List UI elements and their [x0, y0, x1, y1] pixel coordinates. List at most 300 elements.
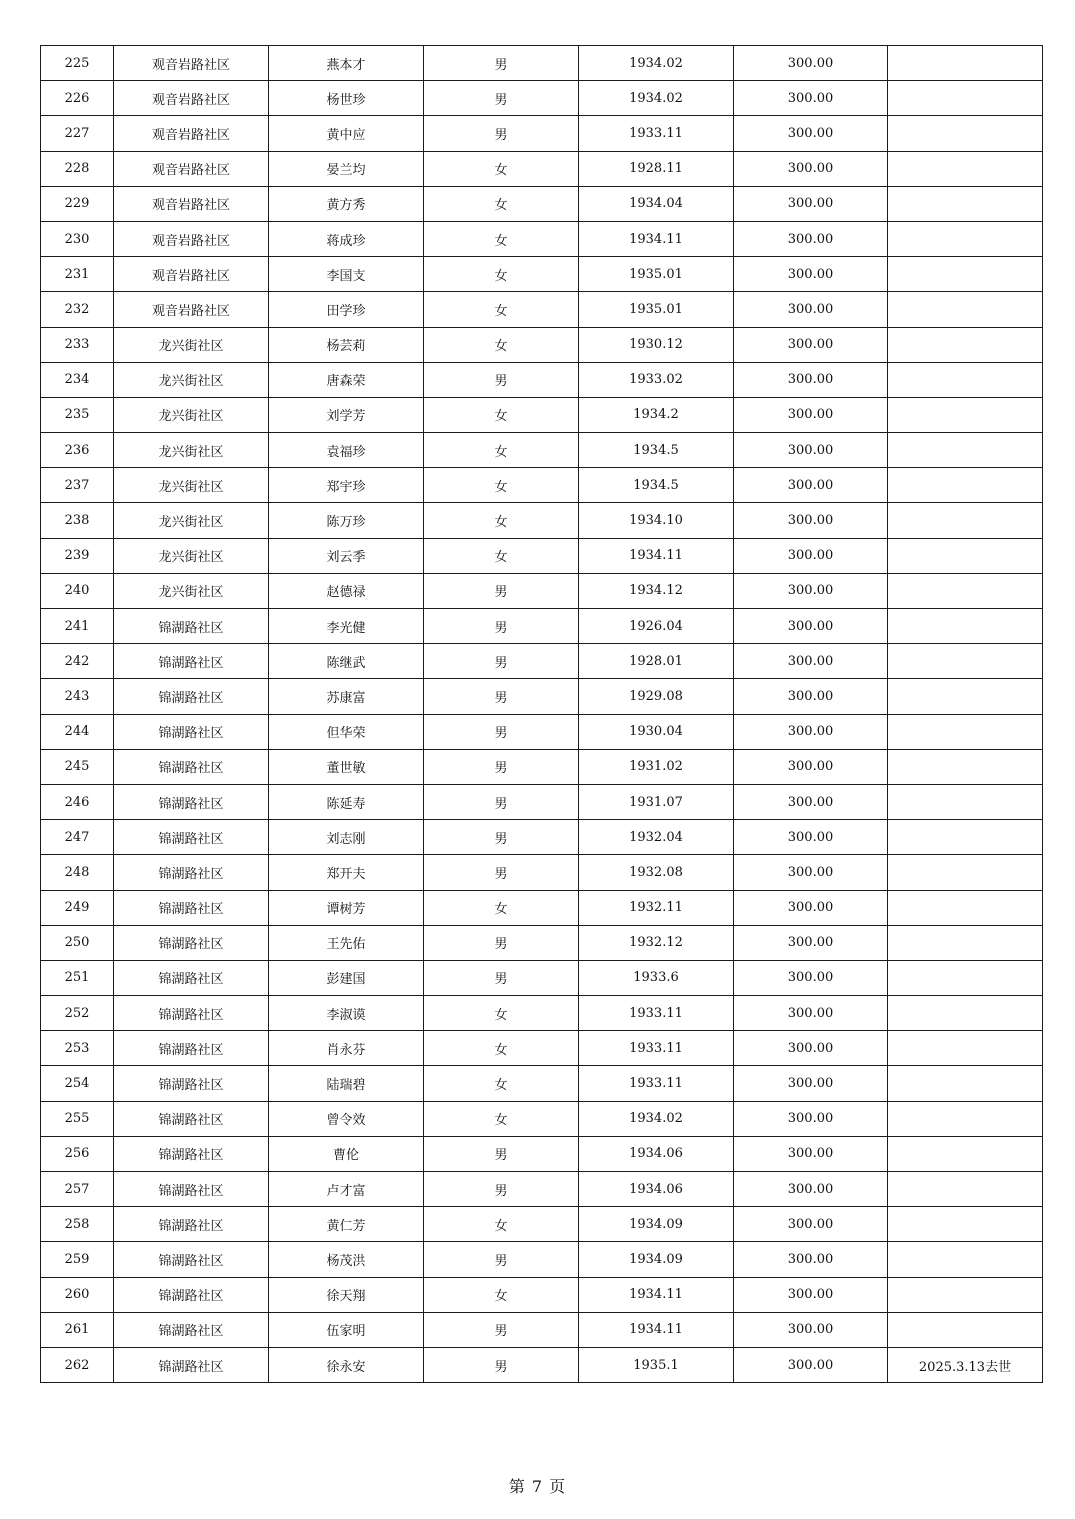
amount-cell: 300.00 [734, 714, 888, 749]
community-cell: 锦湖路社区 [114, 890, 269, 925]
amount-cell: 300.00 [734, 1136, 888, 1171]
row-number-cell: 238 [41, 503, 114, 538]
remark-cell [888, 890, 1043, 925]
birth-date-cell: 1933.11 [579, 1066, 734, 1101]
community-cell: 锦湖路社区 [114, 784, 269, 819]
table-row [41, 960, 1043, 995]
remark-cell [888, 714, 1043, 749]
table-row [41, 116, 1043, 151]
community-cell: 观音岩路社区 [114, 257, 269, 292]
amount-cell: 300.00 [734, 573, 888, 608]
gender-cell: 女 [424, 1031, 579, 1066]
amount-cell: 300.00 [734, 1207, 888, 1242]
name-cell: 王先佑 [269, 925, 424, 960]
remark-cell [888, 1066, 1043, 1101]
name-cell: 郑宇珍 [269, 468, 424, 503]
gender-cell: 男 [424, 81, 579, 116]
birth-date-cell: 1930.12 [579, 327, 734, 362]
community-cell: 锦湖路社区 [114, 925, 269, 960]
table-row [41, 186, 1043, 221]
birth-date-cell: 1934.02 [579, 46, 734, 81]
community-cell: 观音岩路社区 [114, 116, 269, 151]
row-number-cell: 244 [41, 714, 114, 749]
community-cell: 锦湖路社区 [114, 855, 269, 890]
name-cell: 谭树芳 [269, 890, 424, 925]
row-number-cell: 248 [41, 855, 114, 890]
gender-cell: 男 [424, 609, 579, 644]
table-row [41, 151, 1043, 186]
table-row [41, 1312, 1043, 1347]
name-cell: 蒋成珍 [269, 221, 424, 256]
gender-cell: 男 [424, 749, 579, 784]
amount-cell: 300.00 [734, 820, 888, 855]
row-number-cell: 232 [41, 292, 114, 327]
row-number-cell: 225 [41, 46, 114, 81]
gender-cell: 男 [424, 573, 579, 608]
community-cell: 观音岩路社区 [114, 292, 269, 327]
community-cell: 观音岩路社区 [114, 81, 269, 116]
name-cell: 曹伦 [269, 1136, 424, 1171]
gender-cell: 女 [424, 292, 579, 327]
amount-cell: 300.00 [734, 186, 888, 221]
birth-date-cell: 1935.01 [579, 292, 734, 327]
birth-date-cell: 1934.02 [579, 1101, 734, 1136]
table-row [41, 257, 1043, 292]
remark-cell [888, 362, 1043, 397]
remark-cell [888, 1277, 1043, 1312]
row-number-cell: 258 [41, 1207, 114, 1242]
birth-date-cell: 1932.11 [579, 890, 734, 925]
amount-cell: 300.00 [734, 1031, 888, 1066]
table-row [41, 1172, 1043, 1207]
remark-cell [888, 1207, 1043, 1242]
community-cell: 锦湖路社区 [114, 1312, 269, 1347]
amount-cell: 300.00 [734, 503, 888, 538]
birth-date-cell: 1935.1 [579, 1347, 734, 1382]
community-cell: 锦湖路社区 [114, 996, 269, 1031]
amount-cell: 300.00 [734, 151, 888, 186]
birth-date-cell: 1934.09 [579, 1207, 734, 1242]
table-row [41, 1031, 1043, 1066]
table-row [41, 996, 1043, 1031]
amount-cell: 300.00 [734, 221, 888, 256]
table-row [41, 468, 1043, 503]
birth-date-cell: 1933.11 [579, 996, 734, 1031]
amount-cell: 300.00 [734, 925, 888, 960]
table-row [41, 609, 1043, 644]
gender-cell: 男 [424, 362, 579, 397]
community-cell: 锦湖路社区 [114, 820, 269, 855]
remark-cell [888, 644, 1043, 679]
gender-cell: 男 [424, 855, 579, 890]
row-number-cell: 239 [41, 538, 114, 573]
remark-cell [888, 996, 1043, 1031]
amount-cell: 300.00 [734, 644, 888, 679]
name-cell: 董世敏 [269, 749, 424, 784]
birth-date-cell: 1929.08 [579, 679, 734, 714]
amount-cell: 300.00 [734, 890, 888, 925]
birth-date-cell: 1934.02 [579, 81, 734, 116]
row-number-cell: 234 [41, 362, 114, 397]
gender-cell: 女 [424, 1101, 579, 1136]
gender-cell: 男 [424, 925, 579, 960]
name-cell: 袁福珍 [269, 433, 424, 468]
table-row [41, 1101, 1043, 1136]
gender-cell: 女 [424, 327, 579, 362]
amount-cell: 300.00 [734, 81, 888, 116]
gender-cell: 女 [424, 221, 579, 256]
row-number-cell: 256 [41, 1136, 114, 1171]
birth-date-cell: 1934.10 [579, 503, 734, 538]
page-number: 第 7 页 [508, 1477, 567, 1496]
name-cell: 晏兰均 [269, 151, 424, 186]
gender-cell: 男 [424, 1312, 579, 1347]
table-row [41, 81, 1043, 116]
community-cell: 锦湖路社区 [114, 1207, 269, 1242]
gender-cell: 男 [424, 644, 579, 679]
remark-cell [888, 1031, 1043, 1066]
remark-cell [888, 292, 1043, 327]
name-cell: 徐天翔 [269, 1277, 424, 1312]
gender-cell: 男 [424, 679, 579, 714]
community-cell: 锦湖路社区 [114, 679, 269, 714]
name-cell: 田学珍 [269, 292, 424, 327]
community-cell: 龙兴街社区 [114, 503, 269, 538]
row-number-cell: 229 [41, 186, 114, 221]
amount-cell: 300.00 [734, 996, 888, 1031]
gender-cell: 男 [424, 714, 579, 749]
table-row [41, 397, 1043, 432]
remark-cell [888, 186, 1043, 221]
remark-cell [888, 855, 1043, 890]
name-cell: 郑开夫 [269, 855, 424, 890]
amount-cell: 300.00 [734, 116, 888, 151]
name-cell: 李淑谟 [269, 996, 424, 1031]
row-number-cell: 255 [41, 1101, 114, 1136]
gender-cell: 女 [424, 503, 579, 538]
amount-cell: 300.00 [734, 257, 888, 292]
community-cell: 锦湖路社区 [114, 1172, 269, 1207]
table-row [41, 1242, 1043, 1277]
amount-cell: 300.00 [734, 327, 888, 362]
amount-cell: 300.00 [734, 46, 888, 81]
birth-date-cell: 1934.11 [579, 1277, 734, 1312]
amount-cell: 300.00 [734, 1172, 888, 1207]
community-cell: 锦湖路社区 [114, 1101, 269, 1136]
row-number-cell: 253 [41, 1031, 114, 1066]
table-row [41, 714, 1043, 749]
table-row [41, 503, 1043, 538]
name-cell: 赵德禄 [269, 573, 424, 608]
table-row [41, 573, 1043, 608]
gender-cell: 男 [424, 46, 579, 81]
table-row [41, 327, 1043, 362]
row-number-cell: 240 [41, 573, 114, 608]
community-cell: 龙兴街社区 [114, 327, 269, 362]
row-number-cell: 257 [41, 1172, 114, 1207]
name-cell: 陈继武 [269, 644, 424, 679]
gender-cell: 女 [424, 996, 579, 1031]
amount-cell: 300.00 [734, 784, 888, 819]
name-cell: 徐永安 [269, 1347, 424, 1382]
table-row [41, 433, 1043, 468]
gender-cell: 女 [424, 1066, 579, 1101]
community-cell: 锦湖路社区 [114, 1136, 269, 1171]
amount-cell: 300.00 [734, 292, 888, 327]
row-number-cell: 251 [41, 960, 114, 995]
birth-date-cell: 1934.04 [579, 186, 734, 221]
gender-cell: 男 [424, 820, 579, 855]
table-row [41, 644, 1043, 679]
community-cell: 观音岩路社区 [114, 151, 269, 186]
name-cell: 陈万珍 [269, 503, 424, 538]
remark-cell [888, 1312, 1043, 1347]
remark-cell [888, 1242, 1043, 1277]
birth-date-cell: 1931.07 [579, 784, 734, 819]
table-row [41, 362, 1043, 397]
remark-cell [888, 433, 1043, 468]
amount-cell: 300.00 [734, 1101, 888, 1136]
remark-cell [888, 46, 1043, 81]
remark-cell: 2025.3.13去世 [888, 1347, 1043, 1382]
remark-cell [888, 1101, 1043, 1136]
community-cell: 观音岩路社区 [114, 46, 269, 81]
birth-date-cell: 1928.01 [579, 644, 734, 679]
community-cell: 锦湖路社区 [114, 960, 269, 995]
name-cell: 黄中应 [269, 116, 424, 151]
remark-cell [888, 503, 1043, 538]
community-cell: 锦湖路社区 [114, 1347, 269, 1382]
community-cell: 锦湖路社区 [114, 1277, 269, 1312]
birth-date-cell: 1934.2 [579, 397, 734, 432]
row-number-cell: 260 [41, 1277, 114, 1312]
table-row [41, 925, 1043, 960]
table-row [41, 890, 1043, 925]
remark-cell [888, 784, 1043, 819]
community-cell: 锦湖路社区 [114, 609, 269, 644]
remark-cell [888, 1136, 1043, 1171]
amount-cell: 300.00 [734, 397, 888, 432]
row-number-cell: 243 [41, 679, 114, 714]
amount-cell: 300.00 [734, 749, 888, 784]
name-cell: 曾令效 [269, 1101, 424, 1136]
name-cell: 刘云季 [269, 538, 424, 573]
birth-date-cell: 1933.11 [579, 1031, 734, 1066]
amount-cell: 300.00 [734, 609, 888, 644]
birth-date-cell: 1934.09 [579, 1242, 734, 1277]
remark-cell [888, 960, 1043, 995]
row-number-cell: 241 [41, 609, 114, 644]
community-cell: 龙兴街社区 [114, 362, 269, 397]
amount-cell: 300.00 [734, 855, 888, 890]
birth-date-cell: 1932.12 [579, 925, 734, 960]
birth-date-cell: 1932.08 [579, 855, 734, 890]
gender-cell: 女 [424, 186, 579, 221]
amount-cell: 300.00 [734, 960, 888, 995]
amount-cell: 300.00 [734, 1242, 888, 1277]
birth-date-cell: 1934.11 [579, 538, 734, 573]
remark-cell [888, 116, 1043, 151]
remark-cell [888, 925, 1043, 960]
name-cell: 陆瑞碧 [269, 1066, 424, 1101]
name-cell: 伍家明 [269, 1312, 424, 1347]
birth-date-cell: 1932.04 [579, 820, 734, 855]
community-cell: 锦湖路社区 [114, 749, 269, 784]
name-cell: 卢才富 [269, 1172, 424, 1207]
birth-date-cell: 1933.02 [579, 362, 734, 397]
row-number-cell: 233 [41, 327, 114, 362]
table-row [41, 538, 1043, 573]
row-number-cell: 246 [41, 784, 114, 819]
community-cell: 龙兴街社区 [114, 538, 269, 573]
amount-cell: 300.00 [734, 433, 888, 468]
community-cell: 锦湖路社区 [114, 1242, 269, 1277]
table-row [41, 1347, 1043, 1382]
name-cell: 黄仁芳 [269, 1207, 424, 1242]
roster-table [40, 45, 1043, 1383]
name-cell: 杨芸莉 [269, 327, 424, 362]
row-number-cell: 252 [41, 996, 114, 1031]
row-number-cell: 250 [41, 925, 114, 960]
gender-cell: 男 [424, 1172, 579, 1207]
community-cell: 锦湖路社区 [114, 714, 269, 749]
table-row [41, 1136, 1043, 1171]
name-cell: 苏康富 [269, 679, 424, 714]
table-row [41, 292, 1043, 327]
name-cell: 李光健 [269, 609, 424, 644]
amount-cell: 300.00 [734, 1066, 888, 1101]
row-number-cell: 254 [41, 1066, 114, 1101]
community-cell: 观音岩路社区 [114, 221, 269, 256]
remark-cell [888, 749, 1043, 784]
name-cell: 李国支 [269, 257, 424, 292]
gender-cell: 女 [424, 151, 579, 186]
row-number-cell: 228 [41, 151, 114, 186]
birth-date-cell: 1933.6 [579, 960, 734, 995]
remark-cell [888, 327, 1043, 362]
row-number-cell: 230 [41, 221, 114, 256]
remark-cell [888, 397, 1043, 432]
birth-date-cell: 1934.06 [579, 1136, 734, 1171]
community-cell: 观音岩路社区 [114, 186, 269, 221]
table-row [41, 1277, 1043, 1312]
name-cell: 刘志刚 [269, 820, 424, 855]
remark-cell [888, 468, 1043, 503]
birth-date-cell: 1928.11 [579, 151, 734, 186]
remark-cell [888, 81, 1043, 116]
community-cell: 龙兴街社区 [114, 397, 269, 432]
birth-date-cell: 1934.5 [579, 468, 734, 503]
name-cell: 但华荣 [269, 714, 424, 749]
gender-cell: 男 [424, 784, 579, 819]
table-row [41, 679, 1043, 714]
amount-cell: 300.00 [734, 362, 888, 397]
gender-cell: 女 [424, 397, 579, 432]
row-number-cell: 242 [41, 644, 114, 679]
community-cell: 锦湖路社区 [114, 644, 269, 679]
remark-cell [888, 151, 1043, 186]
row-number-cell: 259 [41, 1242, 114, 1277]
document-sheet [40, 45, 1042, 1383]
community-cell: 龙兴街社区 [114, 573, 269, 608]
amount-cell: 300.00 [734, 538, 888, 573]
table-row [41, 784, 1043, 819]
table-row [41, 221, 1043, 256]
community-cell: 龙兴街社区 [114, 468, 269, 503]
name-cell: 唐森荣 [269, 362, 424, 397]
row-number-cell: 249 [41, 890, 114, 925]
remark-cell [888, 257, 1043, 292]
gender-cell: 男 [424, 1347, 579, 1382]
name-cell: 黄方秀 [269, 186, 424, 221]
remark-cell [888, 679, 1043, 714]
row-number-cell: 226 [41, 81, 114, 116]
row-number-cell: 236 [41, 433, 114, 468]
amount-cell: 300.00 [734, 1312, 888, 1347]
birth-date-cell: 1934.11 [579, 221, 734, 256]
amount-cell: 300.00 [734, 679, 888, 714]
gender-cell: 女 [424, 1277, 579, 1312]
name-cell: 杨茂洪 [269, 1242, 424, 1277]
community-cell: 锦湖路社区 [114, 1066, 269, 1101]
gender-cell: 女 [424, 538, 579, 573]
row-number-cell: 237 [41, 468, 114, 503]
table-row [41, 855, 1043, 890]
name-cell: 肖永芬 [269, 1031, 424, 1066]
amount-cell: 300.00 [734, 1347, 888, 1382]
name-cell: 杨世珍 [269, 81, 424, 116]
table-row [41, 1066, 1043, 1101]
birth-date-cell: 1931.02 [579, 749, 734, 784]
name-cell: 刘学芳 [269, 397, 424, 432]
row-number-cell: 227 [41, 116, 114, 151]
name-cell: 陈延寿 [269, 784, 424, 819]
table-row [41, 749, 1043, 784]
name-cell: 燕本才 [269, 46, 424, 81]
community-cell: 龙兴街社区 [114, 433, 269, 468]
roster-table-body [41, 46, 1043, 1383]
name-cell: 彭建国 [269, 960, 424, 995]
gender-cell: 女 [424, 468, 579, 503]
gender-cell: 男 [424, 1136, 579, 1171]
gender-cell: 男 [424, 1242, 579, 1277]
row-number-cell: 245 [41, 749, 114, 784]
row-number-cell: 235 [41, 397, 114, 432]
gender-cell: 女 [424, 890, 579, 925]
table-row [41, 46, 1043, 81]
birth-date-cell: 1930.04 [579, 714, 734, 749]
gender-cell: 男 [424, 960, 579, 995]
amount-cell: 300.00 [734, 1277, 888, 1312]
gender-cell: 男 [424, 116, 579, 151]
birth-date-cell: 1933.11 [579, 116, 734, 151]
amount-cell: 300.00 [734, 468, 888, 503]
remark-cell [888, 573, 1043, 608]
row-number-cell: 231 [41, 257, 114, 292]
gender-cell: 女 [424, 433, 579, 468]
birth-date-cell: 1935.01 [579, 257, 734, 292]
remark-cell [888, 820, 1043, 855]
row-number-cell: 262 [41, 1347, 114, 1382]
remark-cell [888, 1172, 1043, 1207]
birth-date-cell: 1934.06 [579, 1172, 734, 1207]
community-cell: 锦湖路社区 [114, 1031, 269, 1066]
table-row [41, 1207, 1043, 1242]
remark-cell [888, 538, 1043, 573]
table-row [41, 820, 1043, 855]
gender-cell: 女 [424, 257, 579, 292]
gender-cell: 女 [424, 1207, 579, 1242]
